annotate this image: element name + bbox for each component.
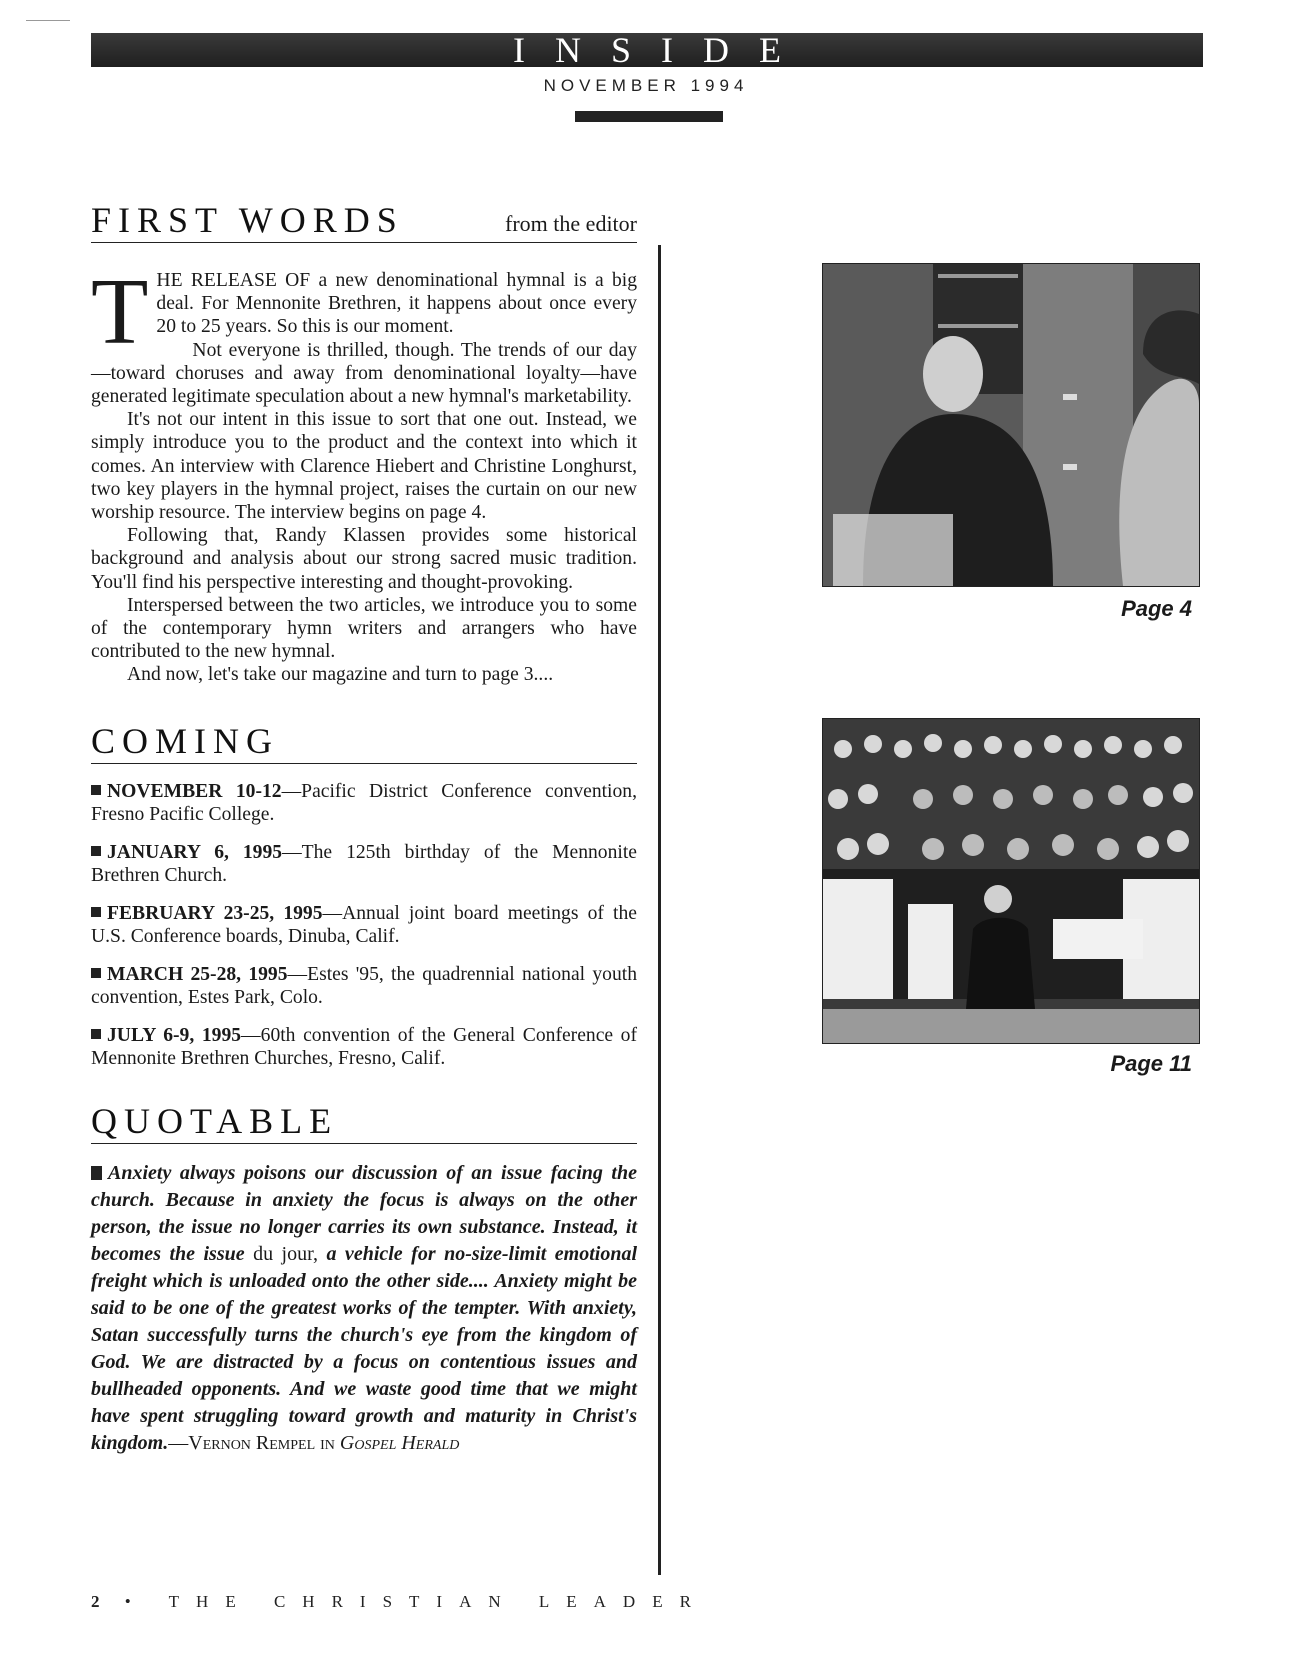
event-item — [91, 841, 637, 888]
event-item — [91, 963, 637, 1010]
masthead-title: INSIDE — [513, 30, 811, 70]
bullet-icon — [91, 968, 101, 978]
quotable-text — [91, 1160, 637, 1457]
event-text: —Pacific District Conference convention, Fresno Pacific College. — [91, 780, 637, 826]
footer-publication: THE CHRISTIAN LEADER — [168, 1592, 708, 1611]
quote-part-2: a vehicle for no-size-limit emotional freight which is unloaded onto the other side.... Anxiety might be said to be one of the greatest works of the tempter. With anxiety, Satan successfully turns the church's eye from the kingdom of God. We are distracted by a focus on contentious issues and bullheaded opponents. And we waste good time that we might have spent struggling toward growth and maturity in Christ's kingdom. — [91, 1242, 638, 1454]
event-date: MARCH 25-28, 1995 — [107, 963, 288, 985]
quote-publication: Gospel Herald — [339, 1431, 460, 1454]
page-footer — [91, 1592, 708, 1612]
first-words-body — [91, 260, 638, 687]
column-divider — [658, 245, 661, 1575]
event-date: JULY 6-9, 1995 — [107, 1024, 242, 1046]
bullet-icon — [91, 1029, 101, 1039]
paragraph: Following that, Randy Klassen provides some historical background and analysis about our strong sacred music tradition. You'll find his perspective interesting and thought-provoking. — [91, 525, 637, 593]
first-words-title: FIRST WORDS — [91, 200, 404, 240]
paragraph: It's not our intent in this issue to sort that one out. Instead, we simply introduce you to the product and the context into which it comes. An interview with Clarence Hiebert and Christine Longhurst, two key players in the hymnal project, raises the curtain on our new worship resource. The interview begins on page 4. — [91, 409, 637, 524]
lead-paragraph — [91, 260, 638, 364]
footer-separator: • — [124, 1592, 148, 1611]
photo-caption: Page 11 — [1110, 1051, 1192, 1076]
photo-caption: Page 4 — [1121, 596, 1192, 621]
lead-text: a new denominational hymnal is a big deal. For Mennonite Brethren, it happens about once every 20 to 25 years. So this is our moment. — [156, 270, 638, 338]
bullet-icon — [91, 846, 101, 856]
choir-photo — [822, 718, 1200, 1044]
masthead-rule — [575, 111, 723, 122]
bullet-icon — [91, 907, 101, 917]
quotable-header — [91, 1101, 637, 1144]
paragraph: Not everyone is thrilled, though. The trends of our day—toward choruses and away from denominational loyalty—have generated legitimate speculation about a new hymnal's marketability. — [91, 339, 637, 408]
drop-cap: T — [91, 260, 149, 364]
masthead-date: NOVEMBER 1994 — [543, 76, 749, 95]
lead-smallcaps: HE RELEASE OF — [156, 270, 311, 291]
event-date: FEBRUARY 23-25, 1995 — [107, 902, 323, 924]
quote-attribution: —Vernon Rempel in — [168, 1431, 340, 1454]
coming-title: COMING — [91, 720, 280, 761]
coming-events — [91, 780, 637, 1071]
first-words-subtitle: from the editor — [505, 211, 637, 236]
event-item — [91, 1024, 637, 1071]
paragraph: Interspersed between the two articles, we introduce you to some of the contemporary hymn writers and arrangers who have contributed to the new hymnal. — [91, 594, 637, 663]
page-number: 2 — [91, 1592, 104, 1611]
paragraph: And now, let's take our magazine and turn to page 3.... — [127, 664, 554, 686]
event-item — [91, 780, 637, 827]
quote-upright: du jour, — [253, 1242, 318, 1265]
event-date: JANUARY 6, 1995 — [107, 841, 283, 863]
event-item — [91, 902, 637, 949]
quote-part-1: Anxiety always poisons our discussion of an issue facing the church. Because in anxiety the focus is always on the other person, the issue no longer carries its own substance. Instead, it becomes the issue — [91, 1161, 637, 1265]
coming-header — [91, 721, 637, 764]
quotable-title: QUOTABLE — [91, 1100, 339, 1141]
interview-photo-illustration — [823, 264, 1199, 586]
event-text: —60th convention of the General Conference of Mennonite Brethren Churches, Fresno, Calif. — [91, 1024, 638, 1070]
bullet-icon — [91, 1166, 102, 1180]
event-text: —Estes '95, the quadrennial national youth convention, Estes Park, Colo. — [91, 963, 638, 1009]
corner-mark — [26, 20, 70, 21]
first-words-header — [91, 200, 637, 243]
masthead-bar — [91, 30, 1203, 70]
event-text: —Annual joint board meetings of the U.S. Conference boards, Dinuba, Calif. — [91, 902, 637, 948]
left-column — [91, 200, 637, 1457]
choir-photo-illustration — [823, 719, 1199, 1043]
event-date: NOVEMBER 10-12 — [107, 780, 282, 802]
interview-photo — [822, 263, 1200, 587]
event-text: —The 125th birthday of the Mennonite Brethren Church. — [91, 841, 637, 887]
bullet-icon — [91, 785, 101, 795]
